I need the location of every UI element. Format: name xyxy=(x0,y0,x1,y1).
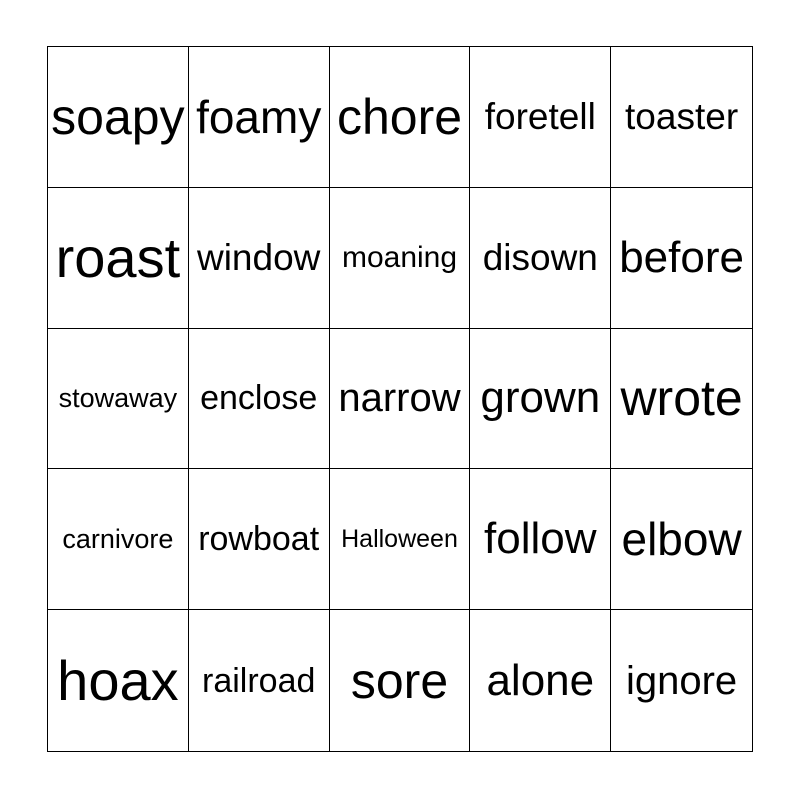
bingo-cell: before xyxy=(611,188,752,329)
bingo-cell: Halloween xyxy=(330,469,471,610)
bingo-cell: roast xyxy=(48,188,189,329)
bingo-cell: foamy xyxy=(189,47,330,188)
bingo-cell: disown xyxy=(470,188,611,329)
bingo-cell: toaster xyxy=(611,47,752,188)
bingo-cell: sore xyxy=(330,610,471,751)
bingo-cell: elbow xyxy=(611,469,752,610)
bingo-cell: hoax xyxy=(48,610,189,751)
bingo-cell: rowboat xyxy=(189,469,330,610)
bingo-cell: wrote xyxy=(611,329,752,470)
bingo-cell: chore xyxy=(330,47,471,188)
bingo-cell: narrow xyxy=(330,329,471,470)
bingo-cell: follow xyxy=(470,469,611,610)
bingo-board xyxy=(47,46,753,752)
bingo-cell: foretell xyxy=(470,47,611,188)
bingo-cell: carnivore xyxy=(48,469,189,610)
bingo-cell: stowaway xyxy=(48,329,189,470)
bingo-cell: moaning xyxy=(330,188,471,329)
bingo-cell: alone xyxy=(470,610,611,751)
bingo-cell: ignore xyxy=(625,658,738,703)
bingo-cell: enclose xyxy=(189,329,330,470)
bingo-cell: soapy xyxy=(48,47,189,188)
bingo-cell: grown xyxy=(470,329,611,470)
bingo-cell: railroad xyxy=(189,610,330,751)
bingo-cell: window xyxy=(189,188,330,329)
